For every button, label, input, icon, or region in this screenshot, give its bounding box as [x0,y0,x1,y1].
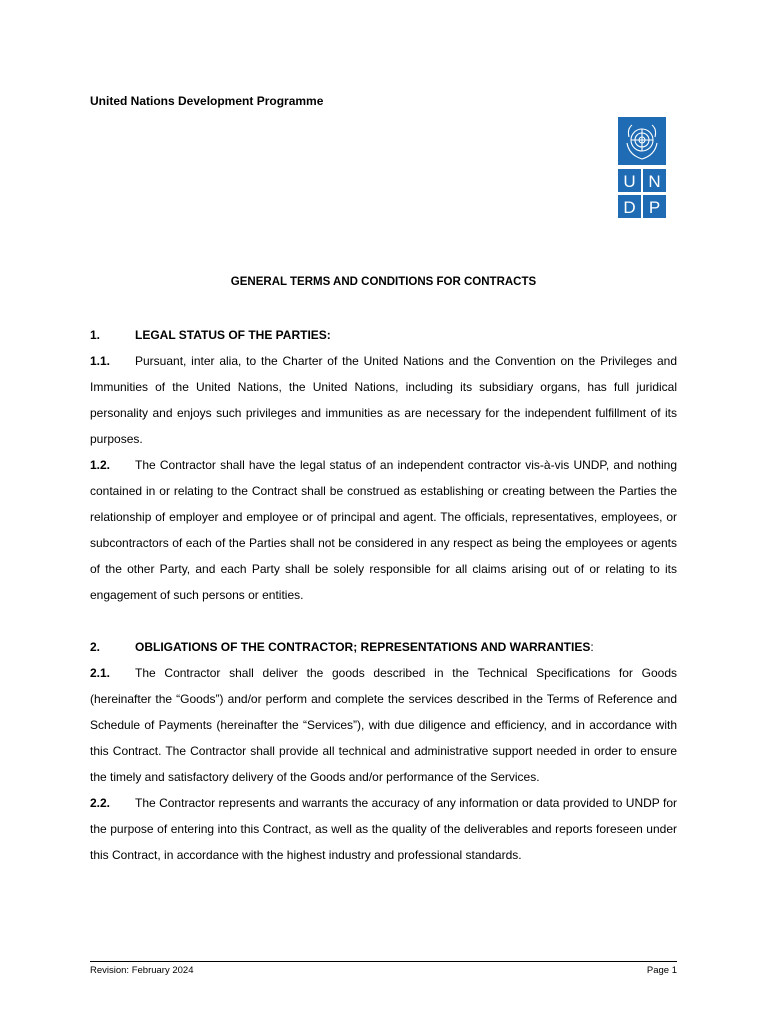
organization-name: United Nations Development Programme [90,94,324,108]
clause-number: 2.2. [90,796,111,810]
section-title-suffix: : [590,640,594,654]
clause-text: The Contractor represents and warrants the accuracy of any information or data provided to UNDP for the purpose of entering into this Contract, as well as the quality of the deliverables and reports foreseen under this Contract, in accordance with the highest industry and professional standards. [90,796,677,862]
revision-date: Revision: February 2024 [90,965,194,976]
clause-text: Pursuant, inter alia, to the Charter of the United Nations and the Convention on the Privileges and Immunities of the United Nations, the United Nations, including its subsidiary organs, has full juridical personality and enjoys such privileges and immunities as are necessary for the independent fulfillment of its purposes. [90,354,677,446]
logo-letter-n: N [648,172,661,191]
document-body [90,322,677,868]
clause-paragraph [90,348,677,452]
clause-paragraph [90,790,677,868]
page-footer [90,961,677,976]
document-title: GENERAL TERMS AND CONDITIONS FOR CONTRACTS [230,276,537,288]
clause-number: 2.1. [90,666,111,680]
page-number: Page 1 [646,965,677,976]
clause-number: 1.1. [90,354,111,368]
section-heading [90,634,677,660]
clause-paragraph [90,452,677,608]
clause-text: The Contractor shall deliver the goods described in the Technical Specifications for Goods (hereinafter the “Goods”) and/or perform and complete the services described in the Terms of Reference and Schedule of Payments (hereinafter the “Services”), with due diligence and efficiency, and in accordance with this Contract. The Contractor shall provide all technical and administrative support needed in order to ensure the timely and satisfactory delivery of the Goods and/or performance of the Services. [90,666,677,784]
clause-text: The Contractor shall have the legal status of an independent contractor vis-à-vis UNDP, and nothing contained in or relating to the Contract shall be construed as establishing or creating between the Parties the relationship of employer and employee or of principal and agent. The officials, representatives, employees, or subcontractors of each of the Parties shall not be considered in any respect as being the employees or agents of the other Party, and each Party shall be solely responsible for all claims arising out of or relating to its engagement of such persons or entities. [90,458,677,602]
logo-letter-d: D [623,198,636,217]
section-number: 1. [90,328,101,342]
logo-letter-p: P [648,198,661,217]
section-title: OBLIGATIONS OF THE CONTRACTOR; REPRESENTATIONS AND WARRANTIES [135,640,591,654]
section-number: 2. [90,640,101,654]
logo-letter-u: U [623,172,636,191]
section-heading [90,322,677,348]
clause-number: 1.2. [90,458,111,472]
undp-logo [618,117,666,218]
clause-paragraph [90,660,677,790]
section-title: LEGAL STATUS OF THE PARTIES: [135,328,331,342]
